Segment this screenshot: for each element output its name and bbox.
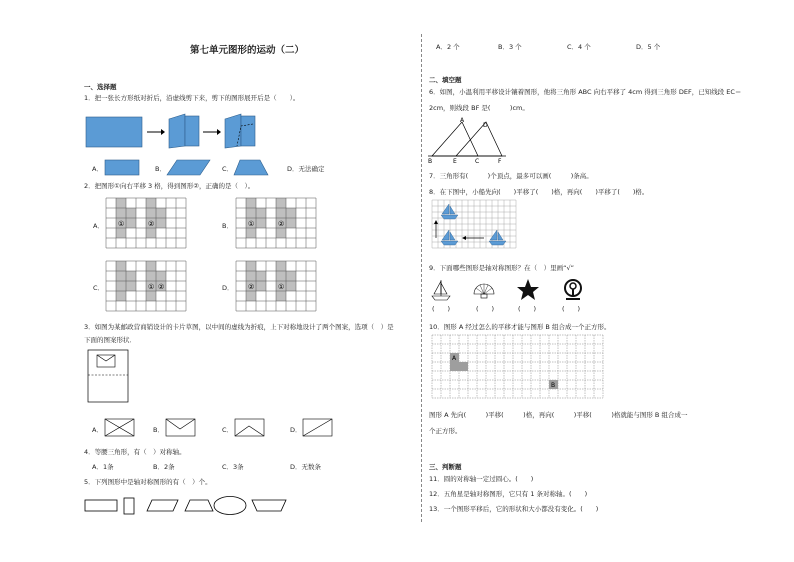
q3-option-c-envelope bbox=[234, 418, 266, 438]
shape-a-label: A bbox=[452, 355, 457, 362]
q4-option-b[interactable]: B．2条 bbox=[153, 463, 175, 471]
shaded-cell bbox=[126, 208, 136, 218]
q9-answer-2[interactable]: ( ) bbox=[476, 305, 495, 313]
grid-mark: ② bbox=[148, 220, 155, 228]
shape-b-label: B bbox=[551, 382, 556, 389]
q5-option-c[interactable]: C．4 个 bbox=[567, 43, 591, 51]
question-11: 11．圆的对称轴一定过圆心。( ) bbox=[429, 475, 534, 483]
shaded-cell bbox=[246, 228, 256, 238]
q2-option-d[interactable]: D． bbox=[222, 284, 234, 292]
q4-option-c[interactable]: C．3条 bbox=[222, 463, 244, 471]
tri-label-f: F bbox=[498, 158, 502, 165]
q9-answer-4[interactable]: ( ) bbox=[562, 305, 581, 313]
shaded-cell bbox=[146, 271, 156, 281]
q2-option-a[interactable]: A． bbox=[93, 222, 104, 230]
question-3-line1: 3．如图为某邮政营商销设计的卡片草图，以中间的虚线为折痕，上下对称地设计了两个图案，选项（ ）是 bbox=[84, 323, 394, 331]
shaded-cell bbox=[116, 271, 126, 281]
question-8: 8．在下图中，小船先向( )平移了( )格，再向( )平移了( )格。 bbox=[429, 188, 649, 196]
section-judge-heading: 三、判断题 bbox=[429, 463, 462, 471]
shaded-cell bbox=[286, 281, 296, 291]
shaded-cell bbox=[256, 281, 266, 291]
question-12: 12．五角星是轴对称图形，它只有 1 条对称轴。( ) bbox=[429, 490, 588, 498]
shaded-cell bbox=[156, 218, 166, 228]
shaded-cell bbox=[156, 208, 166, 218]
q2-option-b[interactable]: B． bbox=[222, 222, 233, 230]
q1-option-a-shape bbox=[104, 159, 140, 176]
grid-mark: ② bbox=[248, 283, 255, 291]
q5-option-d[interactable]: D．5 个 bbox=[636, 43, 661, 51]
shape-a-cell bbox=[450, 362, 459, 371]
shaded-cell bbox=[126, 281, 136, 291]
q1-paper-fold-figure bbox=[85, 112, 275, 152]
tri-label-d: D bbox=[483, 122, 488, 129]
column-divider bbox=[421, 34, 422, 522]
shaded-cell bbox=[116, 291, 126, 301]
shaded-cell bbox=[286, 218, 296, 228]
q1-option-b-shape bbox=[167, 159, 211, 176]
sailboat-icon bbox=[430, 278, 452, 302]
section-choice-heading: 一、选择题 bbox=[84, 83, 117, 91]
question-6-line1: 6．如图，小温利用平移设计镶着图形，他将三角形 ABC 向右平移了 4cm 得到三角形 DEF，已知线段 EC＝ bbox=[429, 88, 742, 96]
q2-grid-c bbox=[106, 261, 186, 311]
grid-mark: ① bbox=[278, 283, 285, 291]
q2-grid-d bbox=[236, 261, 316, 311]
shaded-cell bbox=[126, 218, 136, 228]
shaded-cell bbox=[276, 198, 286, 208]
shaded-cell bbox=[116, 228, 126, 238]
shaded-cell bbox=[146, 198, 156, 208]
section-fill-heading: 二、填空题 bbox=[429, 76, 462, 84]
q3-option-d-envelope bbox=[302, 418, 334, 438]
shaded-cell bbox=[116, 281, 126, 291]
shaded-cell bbox=[246, 271, 256, 281]
q10-grid bbox=[432, 335, 608, 403]
shaded-cell bbox=[256, 218, 266, 228]
shaded-cell bbox=[156, 271, 166, 281]
question-2: 2．把图形①向右平移 3 格，得到图形②，正确的是（ ）。 bbox=[84, 182, 255, 190]
q1-option-b[interactable]: B． bbox=[155, 165, 166, 173]
q10-answer-line2: 个正方形。 bbox=[429, 427, 462, 435]
q3-option-b[interactable]: B． bbox=[153, 426, 164, 434]
q6-triangles-figure bbox=[428, 118, 508, 166]
shape-a-cell bbox=[459, 362, 468, 371]
q3-option-c[interactable]: C． bbox=[222, 426, 234, 434]
q9-answer-3[interactable]: ( ) bbox=[518, 305, 537, 313]
question-5: 5．下列图形中是轴对称图形的有（ ）个。 bbox=[84, 478, 212, 486]
railway-logo-icon bbox=[561, 278, 585, 302]
shaded-cell bbox=[246, 198, 256, 208]
q4-option-d[interactable]: D．无数条 bbox=[290, 463, 322, 471]
grid-mark: ① bbox=[148, 283, 155, 291]
shaded-cell bbox=[276, 271, 286, 281]
shaded-cell bbox=[246, 261, 256, 271]
tri-label-c: C bbox=[475, 158, 480, 165]
shaded-cell bbox=[146, 261, 156, 271]
shaded-cell bbox=[276, 291, 286, 301]
shaded-cell bbox=[146, 208, 156, 218]
q10-answer-line1: 图形 A 先向( )平移( )格，再向( )平移( )格就能与图形 B 组合成一 bbox=[429, 411, 688, 419]
q1-option-c-shape bbox=[234, 159, 270, 176]
shaded-cell bbox=[256, 208, 266, 218]
question-10: 10．图形 A 经过怎么的平移才能与图形 B 组合成一个正方形。 bbox=[429, 323, 611, 331]
q4-option-a[interactable]: A．1条 bbox=[92, 463, 114, 471]
question-3-line2: 下面的图案形状． bbox=[84, 336, 136, 344]
q8-boat-grid bbox=[432, 200, 516, 250]
shell-icon bbox=[472, 279, 496, 301]
question-4: 4．等腰三角形，有（ ）对称轴。 bbox=[84, 448, 186, 456]
shaded-cell bbox=[146, 228, 156, 238]
q3-option-b-envelope bbox=[165, 418, 197, 438]
shaded-cell bbox=[286, 271, 296, 281]
shaded-cell bbox=[116, 208, 126, 218]
shaded-cell bbox=[276, 261, 286, 271]
shaded-cell bbox=[286, 208, 296, 218]
boat-icon-top bbox=[441, 204, 458, 219]
tri-label-b: B bbox=[428, 158, 433, 165]
star-icon bbox=[516, 278, 540, 302]
q1-option-a[interactable]: A． bbox=[92, 165, 103, 173]
shaded-cell bbox=[146, 291, 156, 301]
tri-label-a: A bbox=[460, 117, 465, 124]
question-13: 13．一个图形平移后，它的形状和大小都没有变化。( ) bbox=[429, 505, 599, 513]
question-9: 9．下面哪些图形是轴对称图形？在（ ）里画“√” bbox=[429, 264, 575, 272]
q2-option-c[interactable]: C． bbox=[93, 284, 105, 292]
q5-option-b[interactable]: B．3 个 bbox=[498, 43, 522, 51]
shaded-cell bbox=[116, 198, 126, 208]
question-7: 7．三角形有( )个顶点，最多可以画( )条高。 bbox=[429, 172, 593, 180]
shaded-cell bbox=[246, 208, 256, 218]
q3-option-a-envelope bbox=[104, 418, 136, 438]
shaded-cell bbox=[276, 208, 286, 218]
boat-icon-bottom bbox=[441, 230, 458, 245]
q1-option-c[interactable]: C． bbox=[222, 165, 234, 173]
boat-icon-right bbox=[489, 230, 506, 245]
q9-answer-1[interactable]: ( ) bbox=[432, 305, 451, 313]
q5-shapes bbox=[84, 495, 254, 517]
shaded-cell bbox=[126, 271, 136, 281]
shaded-cell bbox=[276, 228, 286, 238]
q3-card-sketch bbox=[87, 349, 131, 405]
q1-option-d[interactable]: D．无法确定 bbox=[287, 165, 325, 173]
shaded-cell bbox=[246, 291, 256, 301]
q5-option-a[interactable]: A．2 个 bbox=[436, 43, 460, 51]
question-1: 1．把一张长方形纸对折后，沿虚线剪下来，剪下的图形展开后是（ ）。 bbox=[84, 94, 300, 102]
shaded-cell bbox=[256, 271, 266, 281]
page-title: 第七单元图形的运动（二） bbox=[190, 45, 305, 56]
shaded-cell bbox=[116, 261, 126, 271]
grid-mark: ② bbox=[158, 283, 165, 291]
grid-mark: ① bbox=[248, 220, 255, 228]
q2-grid-a bbox=[106, 198, 186, 248]
grid-mark: ① bbox=[118, 220, 125, 228]
q2-grid-b bbox=[236, 198, 316, 248]
q5-trapezoid bbox=[252, 495, 288, 517]
question-6-line2: 2cm，则线段 BF 是( )cm。 bbox=[429, 104, 529, 112]
tri-label-e: E bbox=[453, 158, 457, 165]
q3-option-a[interactable]: A． bbox=[92, 426, 103, 434]
q3-option-d[interactable]: D． bbox=[290, 426, 302, 434]
grid-mark: ② bbox=[278, 220, 285, 228]
